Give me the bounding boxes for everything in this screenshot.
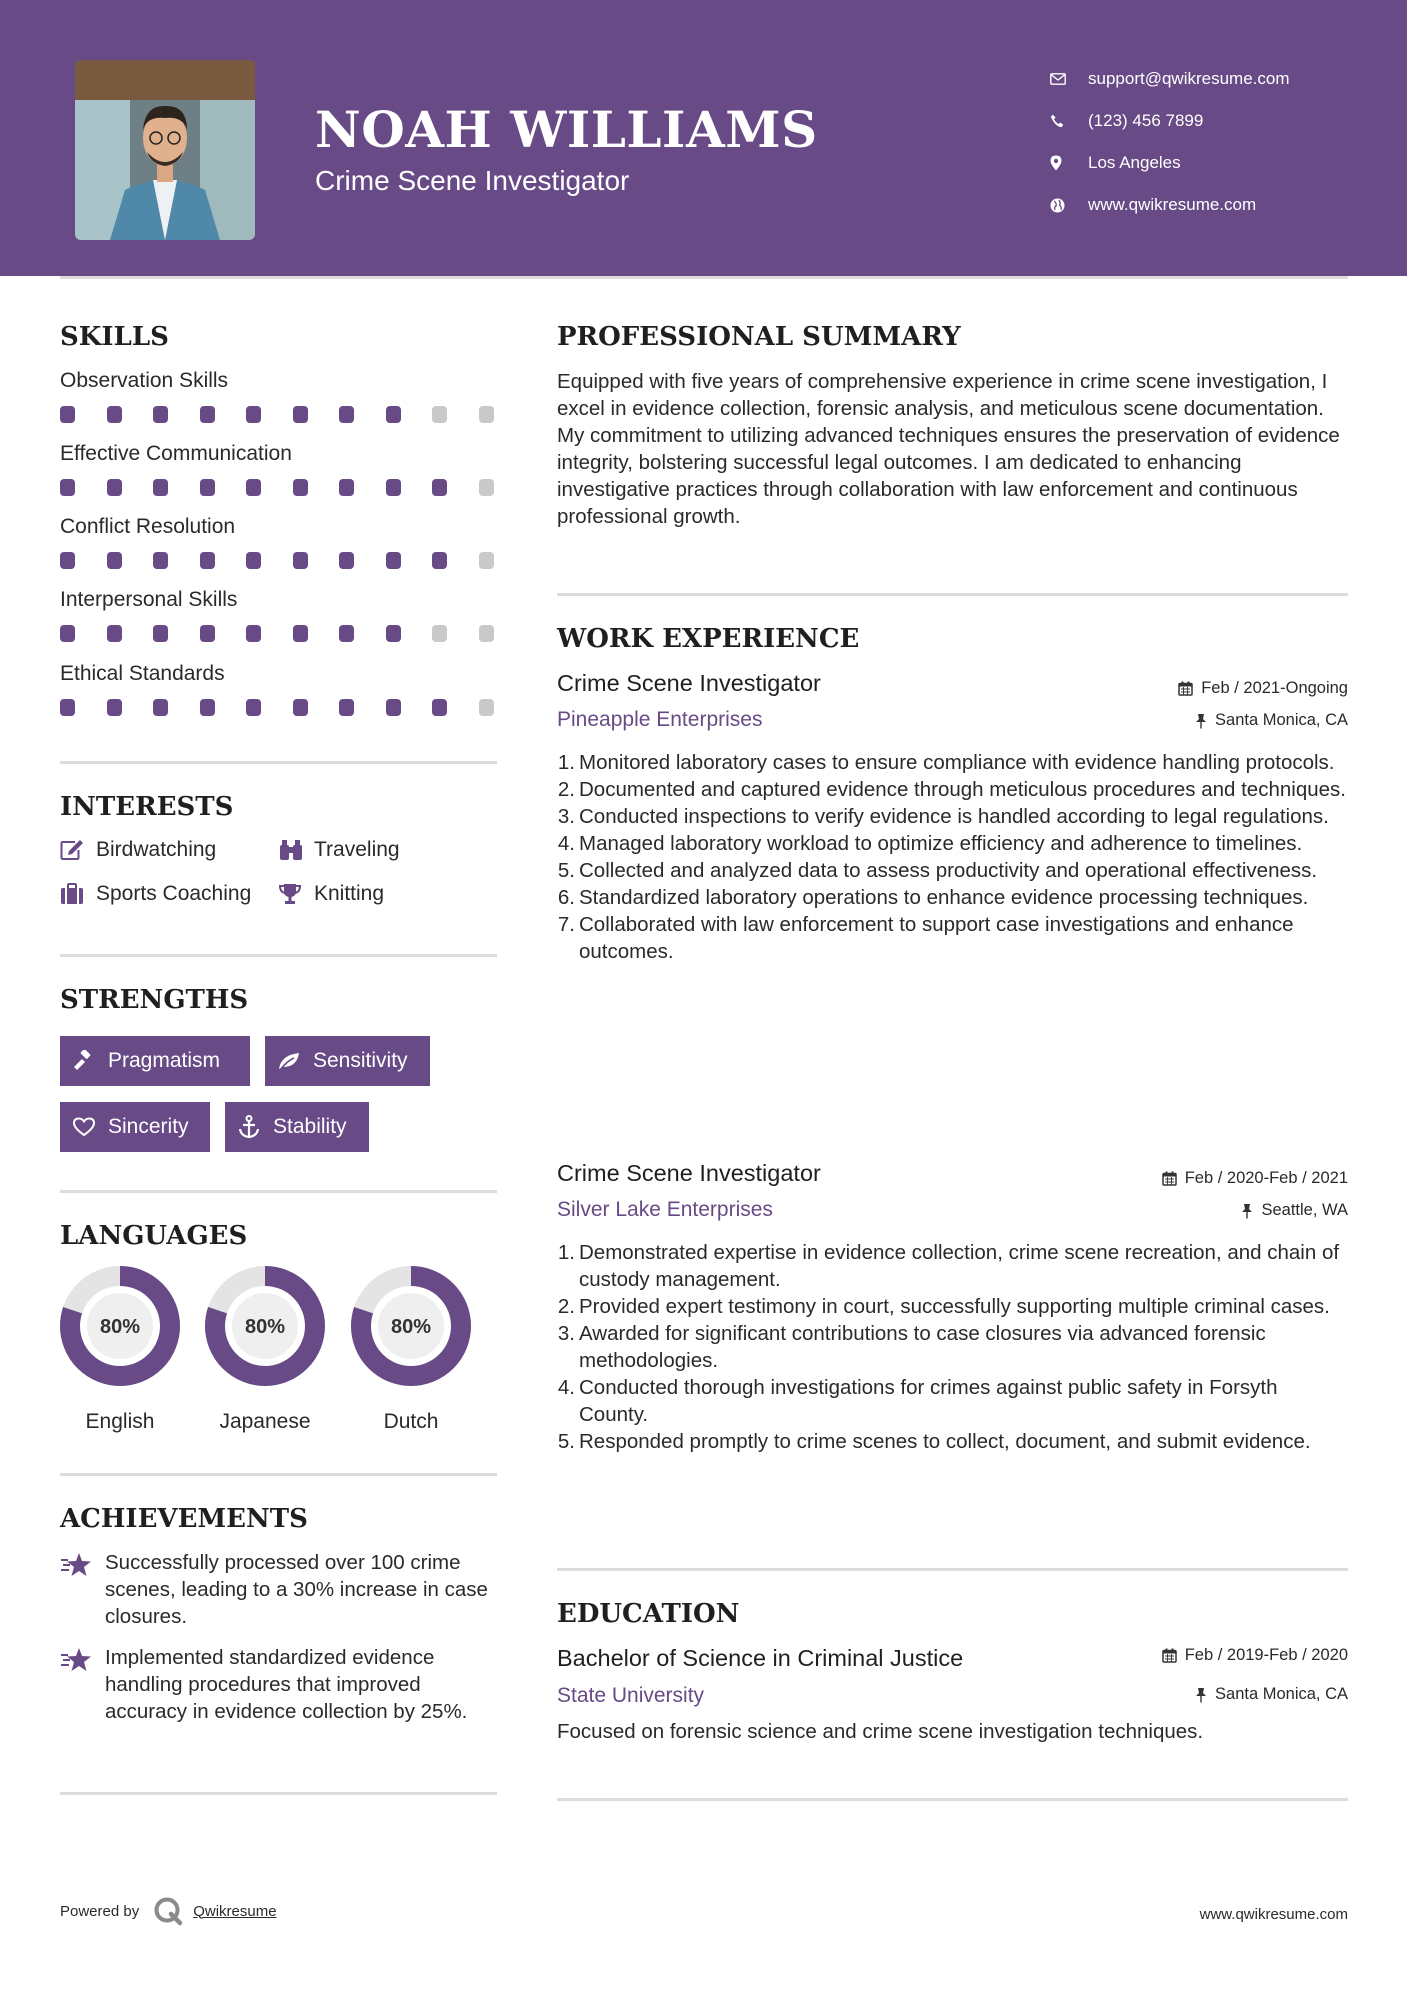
skill-dot <box>293 479 308 496</box>
skill-dot <box>293 699 308 716</box>
job-duties <box>552 749 1352 965</box>
skill-dot <box>386 479 401 496</box>
strength-label: Pragmatism <box>108 1049 221 1072</box>
duty-number: 4. <box>557 1376 575 1399</box>
skill-dot <box>293 552 308 569</box>
contact-phone[interactable] <box>1050 100 1290 142</box>
job-dates <box>1162 1169 1348 1188</box>
contact-email-text: support@qwikresume.com <box>1088 69 1290 88</box>
summary-heading: PROFESSIONAL SUMMARY <box>557 322 961 352</box>
leaf-icon <box>277 1051 313 1071</box>
education-dates <box>1162 1646 1348 1665</box>
skill-dot <box>479 699 494 716</box>
duty-text: Responded promptly to crime scenes to collect, document, and submit evidence. <box>579 1430 1311 1453</box>
skill-dot <box>200 479 215 496</box>
skill-dot <box>200 699 215 716</box>
skill-dot <box>479 406 494 423</box>
languages-heading: LANGUAGES <box>60 1221 248 1251</box>
company-name: Pineapple Enterprises <box>557 708 763 731</box>
skill-dot <box>432 699 447 716</box>
skill-dot <box>153 479 168 496</box>
skill-name: Conflict Resolution <box>60 515 236 538</box>
heart-icon <box>72 1117 108 1137</box>
section-divider <box>60 1190 497 1193</box>
strength-tag <box>60 1036 250 1086</box>
language-percent: 80% <box>244 1316 286 1338</box>
calendar-icon <box>1178 681 1193 696</box>
duty-text: Standardized laboratory operations to enhance evidence processing techniques. <box>579 886 1309 909</box>
summary-text: Equipped with five years of comprehensive experience in crime scene investigation, I excel in evidence collection, forensic analysis, and meticulous scene documentation. My commitment to utilizing advanced techniques ensures the preservation of evidence integrity, bolstering successful legal outcomes. I am dedicated to enhancing investigative practices through collaboration with law enforcement and continuous professional growth. <box>557 370 1340 528</box>
skill-dot <box>339 406 354 423</box>
interest-label: Birdwatching <box>96 838 217 861</box>
skill-rating <box>60 552 525 569</box>
achievement-item <box>60 1645 500 1725</box>
candidate-name: NOAH WILLIAMS <box>315 100 818 159</box>
strength-label: Sincerity <box>108 1115 189 1138</box>
trophy-icon <box>278 883 314 905</box>
skill-dot <box>60 699 75 716</box>
person-photo-icon <box>75 60 255 240</box>
pushpin-icon <box>1195 1687 1207 1703</box>
skill-dot <box>339 699 354 716</box>
section-divider <box>60 1473 497 1476</box>
duty-number: 3. <box>557 1322 575 1345</box>
skill-rating <box>60 406 525 423</box>
job-location <box>1195 711 1348 730</box>
skill-dot <box>60 625 75 642</box>
section-divider <box>60 1792 497 1795</box>
skill-rating <box>60 699 525 716</box>
skill-name: Interpersonal Skills <box>60 588 238 611</box>
contact-list <box>1050 58 1290 226</box>
language-name: Japanese <box>219 1410 311 1433</box>
contact-website[interactable] <box>1050 184 1290 226</box>
header-divider <box>60 276 1348 279</box>
interest-item <box>60 882 251 906</box>
duty-item <box>552 749 1352 776</box>
qwikresume-link[interactable]: Qwikresume <box>193 1902 277 1920</box>
section-divider <box>60 954 497 957</box>
section-divider <box>557 593 1348 596</box>
skill-name: Observation Skills <box>60 369 229 392</box>
skill-dot <box>386 699 401 716</box>
pushpin-icon <box>1195 713 1207 729</box>
strength-label: Stability <box>273 1115 347 1138</box>
duty-number: 5. <box>557 859 575 882</box>
experience-heading: WORK EXPERIENCE <box>557 624 860 654</box>
skills-heading: SKILLS <box>60 322 169 352</box>
skill-dot <box>339 625 354 642</box>
interest-label: Knitting <box>314 882 385 905</box>
skill-dot <box>479 625 494 642</box>
duty-text: Provided expert testimony in court, successfully supporting multiple criminal cases. <box>579 1295 1330 1318</box>
duty-number: 4. <box>557 832 575 855</box>
interest-item <box>60 838 216 862</box>
skill-dot <box>107 625 122 642</box>
job-title: Crime Scene Investigator <box>557 1160 821 1186</box>
skill-dot <box>60 406 75 423</box>
star-award-icon <box>60 1550 105 1630</box>
contact-phone-text: (123) 456 7899 <box>1088 111 1204 130</box>
duty-item <box>552 857 1352 884</box>
pencil-square-icon <box>60 839 96 861</box>
duty-item <box>552 1320 1352 1374</box>
duty-text: Demonstrated expertise in evidence collection, crime scene recreation, and chain of custody management. <box>579 1241 1340 1291</box>
star-award-icon <box>60 1645 105 1725</box>
skill-dot <box>386 552 401 569</box>
duty-number: 1. <box>557 1241 575 1264</box>
skill-dot <box>432 479 447 496</box>
job-title: Crime Scene Investigator <box>557 670 821 696</box>
skill-dot <box>432 625 447 642</box>
interest-item <box>278 838 400 862</box>
education-location-text: Santa Monica, CA <box>1215 1685 1348 1703</box>
duty-text: Managed laboratory workload to optimize efficiency and adherence to timelines. <box>579 832 1303 855</box>
duty-item <box>552 1239 1352 1293</box>
skill-dot <box>432 552 447 569</box>
degree-title: Bachelor of Science in Criminal Justice <box>557 1645 964 1671</box>
skill-dot <box>200 552 215 569</box>
duty-text: Conducted inspections to verify evidence is handled according to legal regulations. <box>579 805 1329 828</box>
duty-number: 2. <box>557 1295 575 1318</box>
language-name: English <box>85 1410 155 1433</box>
language-name: Dutch <box>383 1410 439 1433</box>
duty-item <box>552 884 1352 911</box>
duty-number: 1. <box>557 751 575 774</box>
skill-dot <box>153 625 168 642</box>
job-location-text: Santa Monica, CA <box>1215 711 1348 729</box>
language-item <box>349 1265 473 1434</box>
duty-item <box>552 1374 1352 1428</box>
skill-dot <box>386 625 401 642</box>
job-dates <box>1178 679 1348 698</box>
skill-dot <box>479 479 494 496</box>
skill-dot <box>153 406 168 423</box>
education-location <box>1195 1685 1348 1704</box>
duty-text: Collaborated with law enforcement to support case investigations and enhance outcomes. <box>579 913 1294 963</box>
achievement-item <box>60 1550 500 1630</box>
envelope-icon <box>1050 73 1088 85</box>
duty-text: Monitored laboratory cases to ensure compliance with evidence handling protocols. <box>579 751 1335 774</box>
skill-rating <box>60 625 525 642</box>
skill-dot <box>200 406 215 423</box>
skill-dot <box>293 406 308 423</box>
skill-dot <box>432 406 447 423</box>
resume-header <box>0 0 1407 276</box>
skill-dot <box>153 552 168 569</box>
strength-tag <box>225 1102 369 1152</box>
gavel-icon <box>72 1050 108 1072</box>
contact-website-text: www.qwikresume.com <box>1088 195 1257 214</box>
skill-dot <box>246 699 261 716</box>
duty-text: Conducted thorough investigations for crimes against public safety in Forsyth County. <box>579 1376 1278 1426</box>
briefcase-icon <box>60 883 96 905</box>
job-duties <box>552 1239 1352 1455</box>
language-percent: 80% <box>99 1316 141 1338</box>
duty-number: 2. <box>557 778 575 801</box>
language-item <box>58 1265 182 1434</box>
skill-dot <box>60 479 75 496</box>
skill-dot <box>386 406 401 423</box>
duty-number: 6. <box>557 886 575 909</box>
skill-dot <box>107 699 122 716</box>
duty-number: 3. <box>557 805 575 828</box>
interest-label: Sports Coaching <box>96 882 252 905</box>
language-percent: 80% <box>390 1316 432 1338</box>
language-progress-ring <box>204 1265 326 1387</box>
anchor-icon <box>237 1115 273 1139</box>
skill-dot <box>107 406 122 423</box>
language-progress-ring <box>59 1265 181 1387</box>
skill-dot <box>246 479 261 496</box>
education-dates-text: Feb / 2019-Feb / 2020 <box>1184 1646 1348 1664</box>
job-location-text: Seattle, WA <box>1261 1201 1348 1219</box>
duty-item <box>552 911 1352 965</box>
job-dates-text: Feb / 2020-Feb / 2021 <box>1184 1169 1348 1187</box>
calendar-icon <box>1162 1171 1177 1186</box>
interests-heading: INTERESTS <box>60 792 234 822</box>
contact-email[interactable] <box>1050 58 1290 100</box>
duty-text: Awarded for significant contributions to case closures via advanced forensic methodologies. <box>579 1322 1266 1372</box>
language-progress-ring <box>350 1265 472 1387</box>
achievement-text: Successfully processed over 100 crime scenes, leading to a 30% increase in case closures. <box>105 1551 488 1628</box>
skill-dot <box>153 699 168 716</box>
strengths-heading: STRENGTHS <box>60 985 249 1015</box>
skill-dot <box>246 552 261 569</box>
footer-powered-by <box>60 1896 277 1926</box>
skill-name: Ethical Standards <box>60 662 225 685</box>
strength-tag <box>265 1036 430 1086</box>
interest-label: Traveling <box>314 838 400 861</box>
skill-rating <box>60 479 525 496</box>
duty-item <box>552 1428 1352 1455</box>
job-location <box>1241 1201 1348 1220</box>
globe-icon <box>1050 198 1088 213</box>
job-dates-text: Feb / 2021-Ongoing <box>1201 679 1348 697</box>
strength-label: Sensitivity <box>313 1049 408 1072</box>
duty-text: Collected and analyzed data to assess productivity and operational effectiveness. <box>579 859 1318 882</box>
calendar-icon <box>1162 1648 1177 1663</box>
duty-number: 5. <box>557 1430 575 1453</box>
duty-item <box>552 830 1352 857</box>
candidate-title: Crime Scene Investigator <box>315 165 630 196</box>
footer-website[interactable]: www.qwikresume.com <box>1199 1906 1348 1923</box>
section-divider <box>60 761 497 764</box>
skill-dot <box>107 552 122 569</box>
skill-dot <box>339 552 354 569</box>
skill-dot <box>246 406 261 423</box>
education-heading: EDUCATION <box>557 1599 740 1629</box>
contact-location-text: Los Angeles <box>1088 153 1181 172</box>
section-divider <box>557 1568 1348 1571</box>
strength-tag <box>60 1102 210 1152</box>
skill-dot <box>60 552 75 569</box>
phone-icon <box>1050 114 1088 128</box>
powered-by-text: Powered by <box>60 1902 140 1920</box>
skill-dot <box>107 479 122 496</box>
company-name: Silver Lake Enterprises <box>557 1198 773 1221</box>
achievement-text: Implemented standardized evidence handling procedures that improved accuracy in evidence collection by 25%. <box>105 1646 468 1723</box>
duty-text: Documented and captured evidence through meticulous procedures and techniques. <box>579 778 1346 801</box>
duty-item <box>552 776 1352 803</box>
achievements-heading: ACHIEVEMENTS <box>60 1504 308 1534</box>
binoculars-icon <box>278 839 314 861</box>
skill-dot <box>339 479 354 496</box>
skill-dot <box>479 552 494 569</box>
contact-location <box>1050 142 1290 184</box>
language-item <box>203 1265 327 1434</box>
skill-dot <box>200 625 215 642</box>
duty-number: 7. <box>557 913 575 936</box>
interest-item <box>278 882 384 906</box>
skill-dot <box>246 625 261 642</box>
education-description: Focused on forensic science and crime scene investigation techniques. <box>557 1720 1204 1743</box>
duty-item <box>552 803 1352 830</box>
school-name: State University <box>557 1684 705 1707</box>
skill-dot <box>293 625 308 642</box>
section-divider <box>557 1798 1348 1801</box>
pushpin-icon <box>1241 1203 1253 1219</box>
duty-item <box>552 1293 1352 1320</box>
skill-name: Effective Communication <box>60 442 292 465</box>
qwikresume-logo-icon <box>153 1896 183 1926</box>
map-pin-icon <box>1050 155 1088 171</box>
